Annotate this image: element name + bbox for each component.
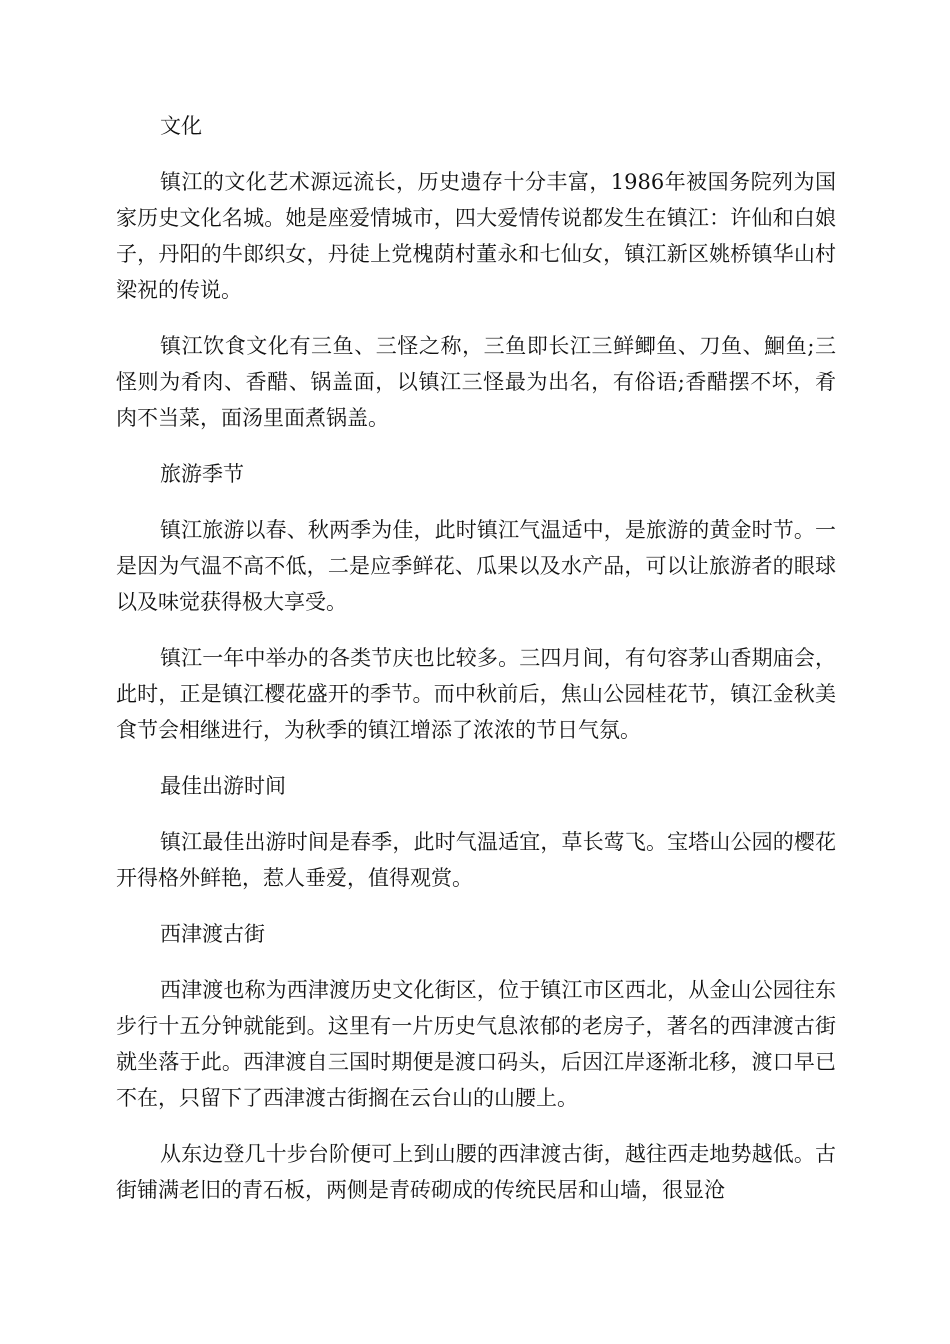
section-heading: 旅游季节 xyxy=(160,462,244,486)
paragraph: 镇江旅游以春、秋两季为佳，此时镇江气温适中，是旅游的黄金时节。一是因为气温不高不低，二是应季鲜花、瓜果以及水产品，可以让旅游者的眼球以及味觉获得极大享受。 xyxy=(116,518,836,614)
paragraph: 镇江最佳出游时间是春季，此时气温适宜，草长莺飞。宝塔山公园的樱花开得格外鲜艳，惹人垂爱，值得观赏。 xyxy=(116,830,836,890)
section-culture xyxy=(116,108,836,436)
paragraph: 镇江饮食文化有三鱼、三怪之称，三鱼即长江三鲜鲫鱼、刀鱼、鮰鱼;三怪则为肴肉、香醋、锅盖面，以镇江三怪最为出名，有俗语;香醋摆不坏，肴肉不当菜，面汤里面煮锅盖。 xyxy=(116,334,836,430)
section-travel-season xyxy=(116,456,836,748)
document-body xyxy=(116,108,836,1228)
section-xijindu xyxy=(116,916,836,1208)
section-best-time xyxy=(116,768,836,896)
section-heading: 最佳出游时间 xyxy=(160,774,286,798)
paragraph: 镇江一年中举办的各类节庆也比较多。三四月间，有句容茅山香期庙会，此时，正是镇江樱花盛开的季节。而中秋前后，焦山公园桂花节，镇江金秋美食节会相继进行，为秋季的镇江增添了浓浓的节日气氛。 xyxy=(116,646,836,742)
section-heading: 文化 xyxy=(160,114,202,138)
paragraph: 西津渡也称为西津渡历史文化街区，位于镇江市区西北，从金山公园往东步行十五分钟就能到。这里有一片历史气息浓郁的老房子，著名的西津渡古街就坐落于此。西津渡自三国时期便是渡口码头，后因江岸逐渐北移，渡口早已不在，只留下了西津渡古街搁在云台山的山腰上。 xyxy=(116,978,836,1110)
paragraph: 镇江的文化艺术源远流长，历史遗存十分丰富，1986年被国务院列为国家历史文化名城。她是座爱情城市，四大爱情传说都发生在镇江：许仙和白娘子，丹阳的牛郎织女，丹徒上党槐荫村董永和七仙女，镇江新区姚桥镇华山村梁祝的传说。 xyxy=(116,170,836,302)
paragraph: 从东边登几十步台阶便可上到山腰的西津渡古街，越往西走地势越低。古街铺满老旧的青石板，两侧是青砖砌成的传统民居和山墙，很显沧 xyxy=(116,1142,836,1202)
section-heading: 西津渡古街 xyxy=(160,922,265,946)
